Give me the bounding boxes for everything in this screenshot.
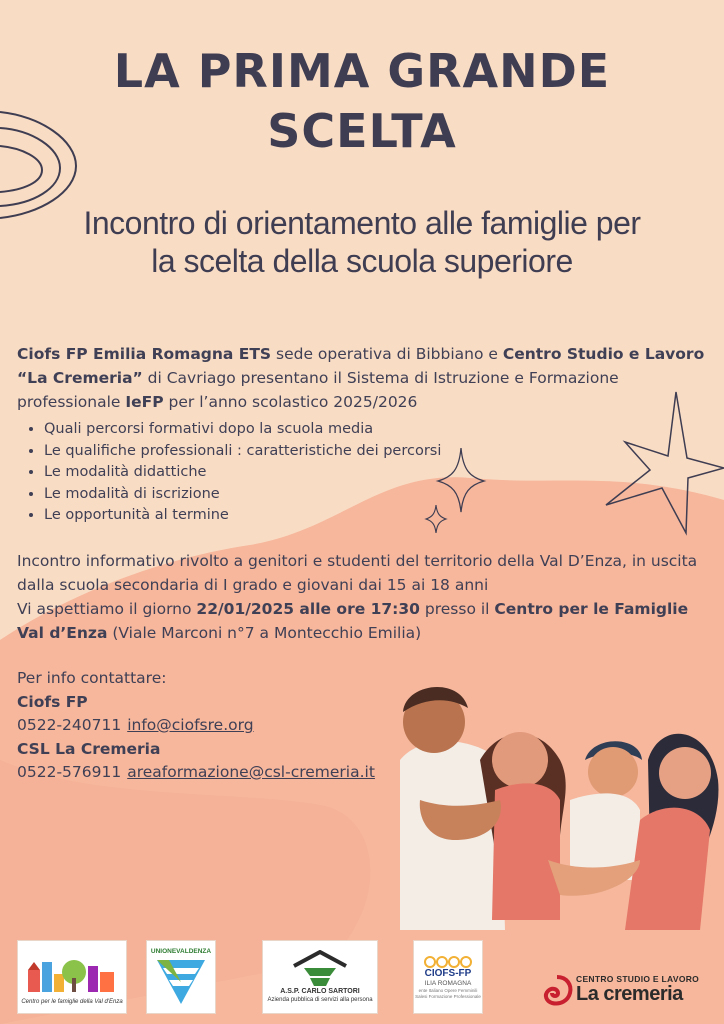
- event-pre-date: Vi aspettiamo il giorno: [17, 600, 197, 618]
- topics-list: [24, 419, 441, 527]
- subtitle-line-1: Incontro di orientamento alle famiglie per: [83, 205, 641, 241]
- org-cremeria: Centro Studio e Lavoro “La Cremeria”: [17, 345, 705, 387]
- intro-text-3: per l’anno scolastico 2025/2026: [163, 393, 418, 411]
- event-audience: Incontro informativo rivolto a genitori e studenti del territorio della Val D’Enza, in uscita dalla scuola secondaria di I grado e giovani dai 15 ai 18 anni: [17, 552, 698, 594]
- org-ciofs: Ciofs FP Emilia Romagna ETS: [17, 345, 272, 363]
- ciofs-rings-icon: [422, 954, 474, 968]
- page-title-line-2: SCELTA: [267, 104, 457, 158]
- colorful-houses-icon: [24, 948, 120, 998]
- event-address: (Viale Marconi n°7 a Montecchio Emilia): [107, 624, 422, 642]
- contact-org-ciofs: Ciofs FP: [17, 692, 88, 711]
- asp-house-icon: [290, 950, 350, 988]
- cremeria-email-link[interactable]: areaformazione@csl-cremeria.it: [127, 763, 375, 781]
- event-pre-place: presso il: [419, 600, 495, 618]
- ciofs-email-link[interactable]: info@ciofsre.org: [127, 716, 254, 734]
- list-item: • Quali percorsi formativi dopo la scuola media: [44, 419, 441, 441]
- list-item: • Le qualifiche professionali : caratteristiche dei percorsi: [44, 441, 441, 463]
- logo-asp-carlo-sartori: [262, 940, 378, 1014]
- event-place: Centro per le Famiglie Val d’Enza: [17, 600, 689, 642]
- intro-text-2: di Cavriago presentano il Sistema di Istruzione e Formazione professionale: [17, 369, 619, 411]
- event-date-time: 22/01/2025 alle ore 17:30: [196, 600, 420, 618]
- ciofs-phone[interactable]: 0522-240711: [17, 716, 122, 734]
- cremeria-phone[interactable]: 0522-576911: [17, 763, 122, 781]
- iefp-label: IeFP: [125, 393, 164, 411]
- logo-cremeria-name: La cremeria: [576, 983, 683, 1005]
- logo-ciofs-sub: ente Italiano Opere Femminili Salesi Formazione Professionale: [415, 988, 481, 999]
- logo-cremeria-top: CENTRO STUDIO E LAVORO: [576, 974, 700, 984]
- logo-ciofs-fp: [413, 940, 483, 1014]
- logo-ciofs-region: ILIA ROMAGNA: [424, 980, 472, 987]
- logo-unione-val-denza: [146, 940, 216, 1014]
- logo-centro-famiglie-text: Centro per le famiglie della Val d'Enza: [21, 999, 123, 1005]
- intro-paragraph: [17, 342, 707, 414]
- intro-text-1: sede operativa di Bibbiano e: [271, 345, 503, 363]
- logo-la-cremeria: [540, 972, 710, 1012]
- logo-unione-text: UNIONEVALDENZA: [150, 948, 212, 955]
- page-title-line-1: LA PRIMA GRANDE: [113, 44, 611, 98]
- logo-ciofs-name: CIOFS-FP: [424, 968, 472, 979]
- subtitle-line-2: la scelta della scuola superiore: [151, 243, 573, 279]
- unione-v-icon: [155, 956, 207, 1006]
- logo-asp-name: A.S.P. CARLO SARTORI: [280, 988, 360, 995]
- logo-asp-sub: Azienda pubblica di servizi alla persona: [267, 997, 373, 1003]
- event-when-where: [17, 597, 717, 645]
- list-item: • Le opportunità al termine: [44, 505, 441, 527]
- contact-org-cremeria: CSL La Cremeria: [17, 739, 161, 758]
- contacts-block: [17, 667, 437, 785]
- list-item: • Le modalità di iscrizione: [44, 484, 441, 506]
- cremeria-swirl-icon: [540, 975, 574, 1009]
- contacts-heading: Per info contattare:: [17, 669, 167, 687]
- logo-centro-famiglie: [17, 940, 127, 1014]
- list-item: • Le modalità didattiche: [44, 462, 441, 484]
- event-info: [17, 549, 717, 645]
